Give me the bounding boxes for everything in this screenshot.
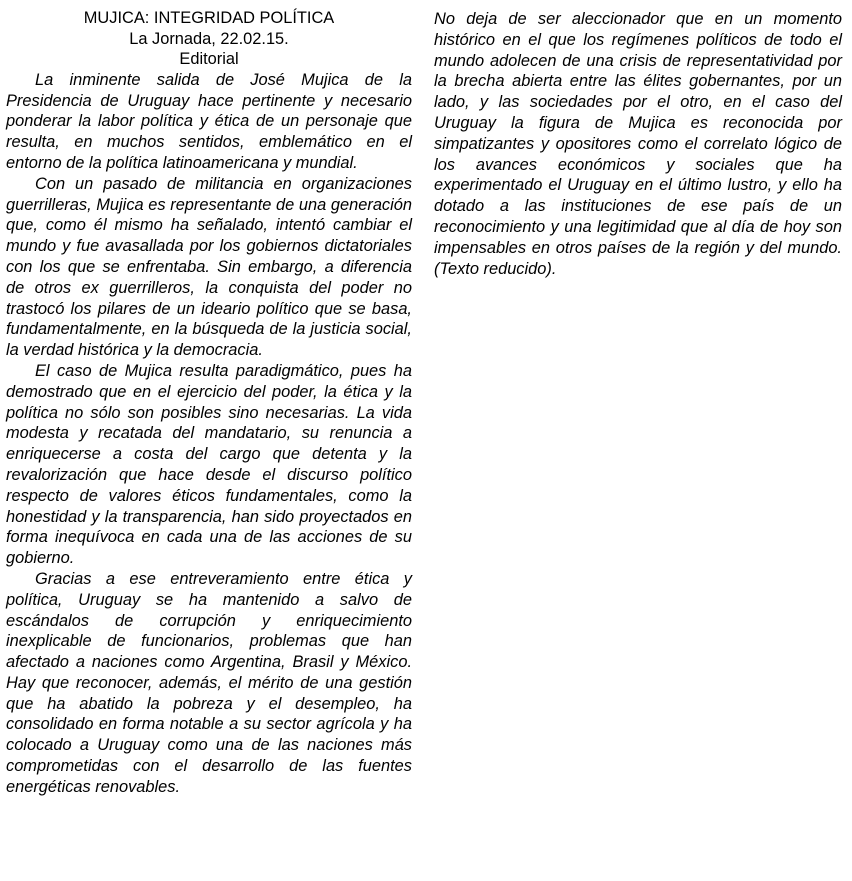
article-source: La Jornada, 22.02.15. xyxy=(129,29,289,48)
left-body xyxy=(6,70,412,798)
paragraph: El caso de Mujica resulta paradigmático, pues ha demostrado que en el ejercicio del poder, la ética y la política no sólo son posibles sino necesarias. La vida modesta y recatada del mandatario, su renuncia a enriquecerse a costa del cargo que detenta y la revalorización que hace desde el discurso político respecto de valores éticos fundamentales, como la honestidad y la transparencia, han sido proyectados en forma inequívoca en cada una de las acciones de su gobierno. xyxy=(6,361,412,568)
paragraph: No deja de ser aleccionador que en un momento histórico en el que los regímenes políticos de todo el mundo adolecen de una crisis de representatividad por la brecha abierta entre las élites gobernantes, por un lado, y las sociedades por el otro, en el caso del Uruguay la figura de Mujica es reconocida por simpatizantes y opositores como el correlato lógico de los avances económicos y sociales que ha experimentado el Uruguay en el último lustro, y ello ha dotado a las instituciones de ese país de un reconocimiento y una legitimidad que al día de hoy son impensables en otros países de la región y del mundo. (Texto reducido). xyxy=(434,10,842,278)
right-column xyxy=(434,9,842,279)
article-section: Editorial xyxy=(179,50,239,69)
right-body xyxy=(434,9,842,279)
paragraph: Con un pasado de militancia en organizaciones guerrilleras, Mujica es representante de una generación que, como él mismo ha señalado, intentó cambiar el mundo y fue avasallada por los gobiernos dictatoriales con los que se enfrentaba. Sin embargo, a diferencia de otros ex guerrilleros, la conquista del poder no trastocó los pilares de un ideario político que se basa, fundamentalmente, en la búsqueda de la justicia social, la verdad histórica y la democracia. xyxy=(6,174,412,360)
paragraph: La inminente salida de José Mujica de la Presidencia de Uruguay hace pertinente y necesario ponderar la labor política y ética de un personaje que resulta, en muchos sentidos, emblemático en el entorno de la política latinoamericana y mundial. xyxy=(6,70,412,172)
article-title: MUJICA: INTEGRIDAD POLÍTICA xyxy=(83,9,335,27)
left-column xyxy=(6,8,412,798)
paragraph: Gracias a ese entreveramiento entre ética y política, Uruguay se ha mantenido a salvo de escándalos de corrupción y enriquecimiento inexplicable de funcionarios, problemas que han afectado a naciones como Argentina, Brasil y México. Hay que reconocer, además, el mérito de una gestión que ha abatido la pobreza y el desempleo, ha consolidado en forma notable a su sector agrícola y ha colocado a Uruguay como una de las naciones más comprometidas con el desarrollo de las fuentes energéticas renovables. xyxy=(6,569,412,796)
article-header xyxy=(6,8,412,70)
